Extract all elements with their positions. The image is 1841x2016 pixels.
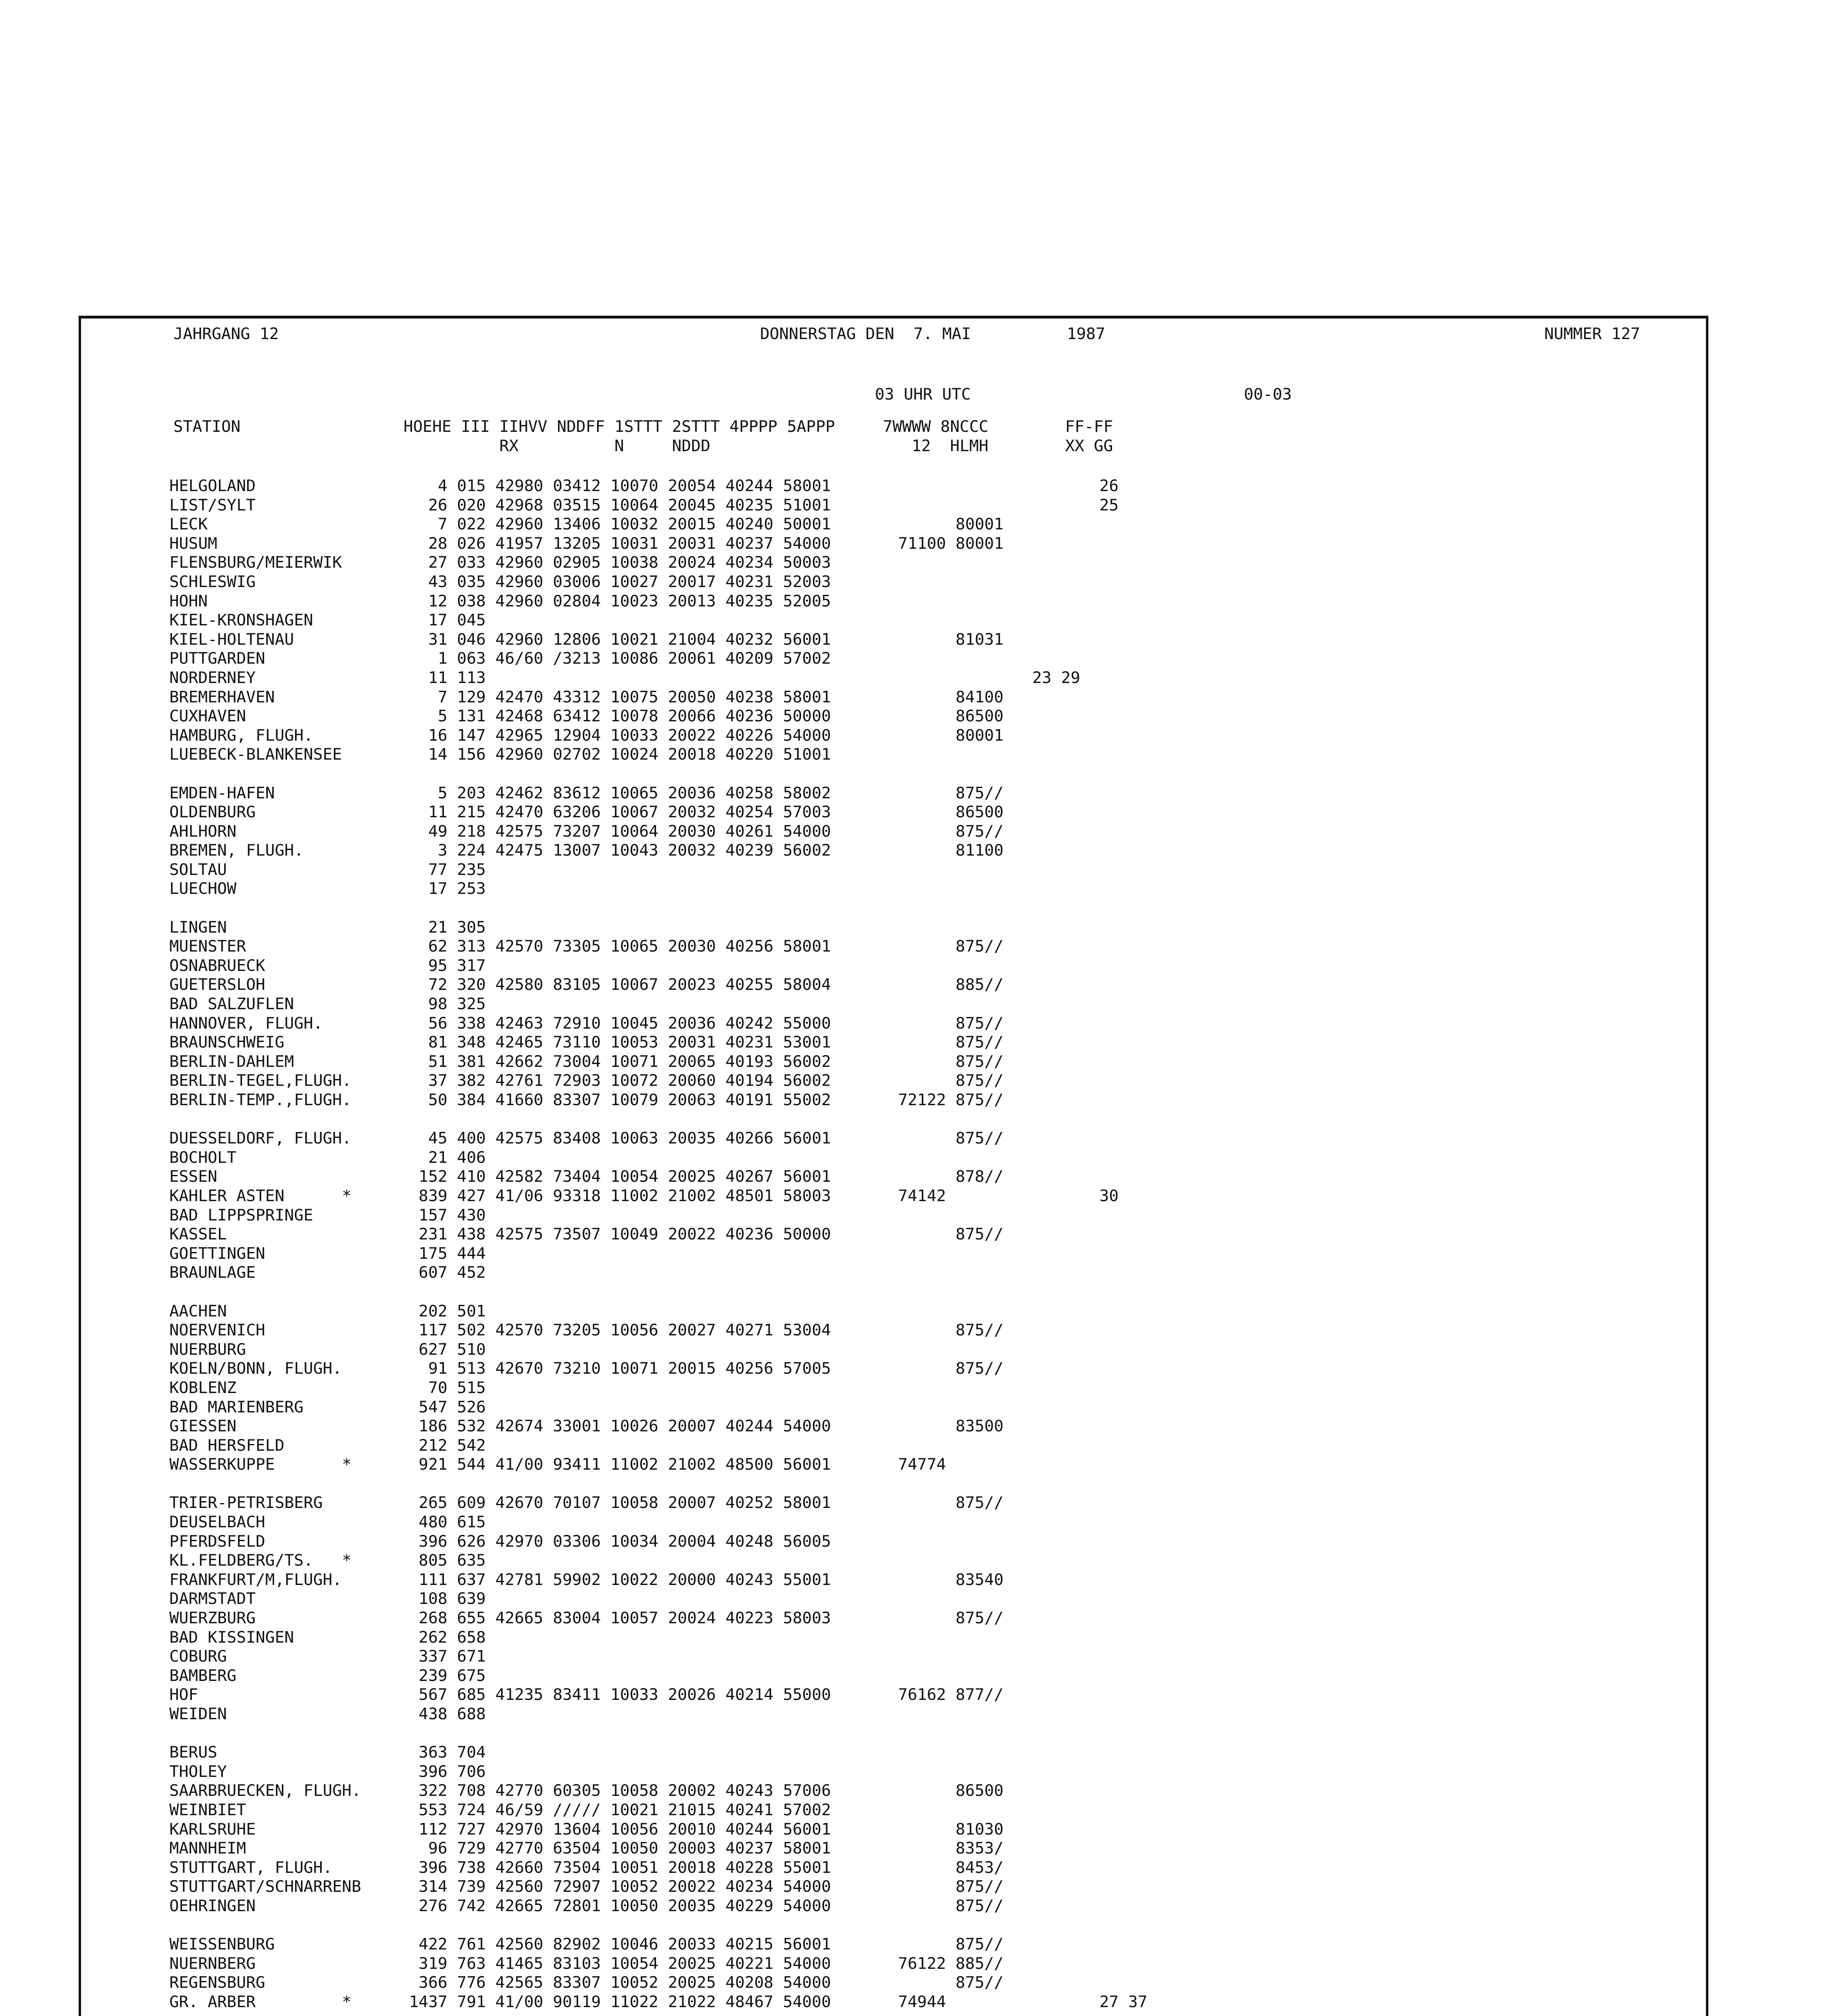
- station-row: THOLEY 396 706: [169, 1762, 486, 1781]
- station-row: WEINBIET 553 724 46/59 ///// 10021 21015 40241 57002: [169, 1800, 831, 1819]
- station-row: BAD LIPPSPRINGE 157 430: [169, 1206, 486, 1225]
- station-row: PUTTGARDEN 1 063 46/60 /3213 10086 20061 40209 57002: [169, 649, 831, 668]
- column-header-line2: RX N NDDD 12 HLMH XX GG: [173, 437, 1113, 455]
- column-header-line1: STATION HOEHE III IIHVV NDDFF 1STTT 2STTT 4PPPP 5APPP 7WWWW 8NCCC FF-FF: [173, 417, 1113, 436]
- station-row: WEISSENBURG 422 761 42560 82902 10046 20033 40215 56001 875//: [169, 1935, 1004, 1954]
- station-row: DEUSELBACH 480 615: [169, 1513, 486, 1532]
- station-row: LECK 7 022 42960 13406 10032 20015 40240 50001 80001: [169, 515, 1004, 534]
- station-row: KL.FELDBERG/TS. * 805 635: [169, 1551, 486, 1570]
- station-row: BERLIN-TEGEL,FLUGH. 37 382 42761 72903 10072 20060 40194 56002 875//: [169, 1071, 1004, 1090]
- header-date: DONNERSTAG DEN 7. MAI 1987: [760, 325, 1106, 343]
- group-label: 00-03: [1244, 385, 1292, 404]
- row-spacer: [169, 764, 1148, 784]
- station-row: NORDERNEY 11 113 23 29: [169, 668, 1081, 687]
- header-volume: JAHRGANG 12: [173, 325, 279, 343]
- station-row: BAD SALZUFLEN 98 325: [169, 995, 486, 1014]
- station-row: KOBLENZ 70 515: [169, 1378, 486, 1397]
- station-row: SAARBRUECKEN, FLUGH. 322 708 42770 60305 10058 20002 40243 57006 86500: [169, 1781, 1004, 1800]
- station-row: WASSERKUPPE * 921 544 41/00 93411 11002 21002 48500 56001 74774: [169, 1455, 946, 1474]
- station-table: [169, 477, 1148, 2016]
- observation-time: 03 UHR UTC: [875, 385, 971, 404]
- station-row: COBURG 337 671: [169, 1647, 486, 1666]
- row-spacer: [169, 1724, 1148, 1743]
- station-row: KAHLER ASTEN * 839 427 41/06 93318 11002 21002 48501 58003 74142 30: [169, 1186, 1119, 1205]
- station-row: WEIDEN 438 688: [169, 1705, 486, 1723]
- station-row: BERUS 363 704: [169, 1743, 486, 1762]
- station-row: OSNABRUECK 95 317: [169, 956, 486, 975]
- station-row: KARLSRUHE 112 727 42970 13604 10056 20010 40244 56001 81030: [169, 1820, 1004, 1839]
- station-row: GUETERSLOH 72 320 42580 83105 10067 20023 40255 58004 885//: [169, 975, 1004, 994]
- station-row: HUSUM 28 026 41957 13205 10031 20031 40237 54000 71100 80001: [169, 534, 1004, 553]
- station-row: BRAUNLAGE 607 452: [169, 1263, 486, 1282]
- station-row: MANNHEIM 96 729 42770 63504 10050 20003 40237 58001 8353/: [169, 1839, 1004, 1858]
- station-row: HELGOLAND 4 015 42980 03412 10070 20054 40244 58001 26: [169, 477, 1119, 495]
- station-row: NUERNBERG 319 763 41465 83103 10054 20025 40221 54000 76122 885//: [169, 1954, 1004, 1973]
- station-row: NUERBURG 627 510: [169, 1340, 486, 1359]
- station-row: PFERDSFELD 396 626 42970 03306 10034 20004 40248 56005: [169, 1532, 831, 1551]
- station-row: HANNOVER, FLUGH. 56 338 42463 72910 10045 20036 40242 55000 875//: [169, 1014, 1004, 1033]
- station-row: BOCHOLT 21 406: [169, 1148, 486, 1167]
- station-row: BERLIN-TEMP.,FLUGH. 50 384 41660 83307 10079 20063 40191 55002 72122 875//: [169, 1091, 1004, 1109]
- station-row: MUENSTER 62 313 42570 73305 10065 20030 40256 58001 875//: [169, 937, 1004, 956]
- station-row: SOLTAU 77 235: [169, 860, 486, 879]
- row-spacer: [169, 1283, 1148, 1302]
- station-row: TRIER-PETRISBERG 265 609 42670 70107 10058 20007 40252 58001 875//: [169, 1493, 1004, 1512]
- header-number: NUMMER 127: [1544, 325, 1640, 343]
- station-row: LIST/SYLT 26 020 42968 03515 10064 20045 40235 51001 25: [169, 496, 1119, 514]
- station-row: AHLHORN 49 218 42575 73207 10064 20030 40261 54000 875//: [169, 822, 1004, 841]
- station-row: LUECHOW 17 253: [169, 879, 486, 898]
- station-row: KIEL-HOLTENAU 31 046 42960 12806 10021 21004 40232 56001 81031: [169, 630, 1004, 649]
- station-row: GOETTINGEN 175 444: [169, 1244, 486, 1263]
- station-row: GIESSEN 186 532 42674 33001 10026 20007 40244 54000 83500: [169, 1417, 1004, 1436]
- station-row: STUTTGART/SCHNARRENB 314 739 42560 72907 10052 20022 40234 54000 875//: [169, 1877, 1004, 1896]
- station-row: BERLIN-DAHLEM 51 381 42662 73004 10071 20065 40193 56002 875//: [169, 1052, 1004, 1071]
- station-row: FRANKFURT/M,FLUGH. 111 637 42781 59902 10022 20000 40243 55001 83540: [169, 1570, 1004, 1589]
- station-row: LINGEN 21 305: [169, 918, 486, 937]
- row-spacer: [169, 1110, 1148, 1129]
- station-row: KASSEL 231 438 42575 73507 10049 20022 40236 50000 875//: [169, 1225, 1004, 1244]
- station-row: WUERZBURG 268 655 42665 83004 10057 20024 40223 58003 875//: [169, 1609, 1004, 1628]
- station-row: KOELN/BONN, FLUGH. 91 513 42670 73210 10071 20015 40256 57005 875//: [169, 1359, 1004, 1378]
- station-row: DUESSELDORF, FLUGH. 45 400 42575 83408 10063 20035 40266 56001 875//: [169, 1129, 1004, 1148]
- row-spacer: [169, 1475, 1148, 1494]
- station-row: REGENSBURG 366 776 42565 83307 10052 20025 40208 54000 875//: [169, 1973, 1004, 1992]
- station-row: HOF 567 685 41235 83411 10033 20026 40214 55000 76162 877//: [169, 1685, 1004, 1704]
- station-row: STUTTGART, FLUGH. 396 738 42660 73504 10051 20018 40228 55001 8453/: [169, 1858, 1004, 1877]
- station-row: CUXHAVEN 5 131 42468 63412 10078 20066 40236 50000 86500: [169, 707, 1004, 726]
- station-row: HOHN 12 038 42960 02804 10023 20013 40235 52005: [169, 591, 831, 610]
- station-row: ESSEN 152 410 42582 73404 10054 20025 40267 56001 878//: [169, 1167, 1004, 1186]
- station-row: EMDEN-HAFEN 5 203 42462 83612 10065 20036 40258 58002 875//: [169, 783, 1004, 802]
- station-row: DARMSTADT 108 639: [169, 1589, 486, 1608]
- station-row: BAD KISSINGEN 262 658: [169, 1628, 486, 1647]
- station-row: FLENSBURG/MEIERWIK 27 033 42960 02905 10038 20024 40234 50003: [169, 553, 831, 572]
- station-row: OLDENBURG 11 215 42470 63206 10067 20032 40254 57003 86500: [169, 803, 1004, 822]
- station-row: BAMBERG 239 675: [169, 1666, 486, 1685]
- station-row: OEHRINGEN 276 742 42665 72801 10050 20035 40229 54000 875//: [169, 1896, 1004, 1915]
- station-row: BRAUNSCHWEIG 81 348 42465 73110 10053 20031 40231 53001 875//: [169, 1033, 1004, 1052]
- station-row: GR. ARBER * 1437 791 41/00 90119 11022 21022 48467 54000 74944 27 37: [169, 1992, 1148, 2011]
- station-row: NOERVENICH 117 502 42570 73205 10056 20027 40271 53004 875//: [169, 1321, 1004, 1340]
- station-row: KIEL-KRONSHAGEN 17 045: [169, 611, 486, 630]
- row-spacer: [169, 2012, 1148, 2016]
- station-row: SCHLESWIG 43 035 42960 03006 10027 20017 40231 52003: [169, 572, 831, 591]
- station-row: BREMEN, FLUGH. 3 224 42475 13007 10043 20032 40239 56002 81100: [169, 841, 1004, 860]
- station-row: BAD MARIENBERG 547 526: [169, 1397, 486, 1416]
- station-row: BAD HERSFELD 212 542: [169, 1436, 486, 1455]
- station-row: AACHEN 202 501: [169, 1302, 486, 1320]
- station-row: BREMERHAVEN 7 129 42470 43312 10075 20050 40238 58001 84100: [169, 687, 1004, 706]
- station-row: LUEBECK-BLANKENSEE 14 156 42960 02702 10024 20018 40220 51001: [169, 745, 831, 764]
- station-row: HAMBURG, FLUGH. 16 147 42965 12904 10033 20022 40226 54000 80001: [169, 726, 1004, 745]
- row-spacer: [169, 1916, 1148, 1935]
- row-spacer: [169, 899, 1148, 918]
